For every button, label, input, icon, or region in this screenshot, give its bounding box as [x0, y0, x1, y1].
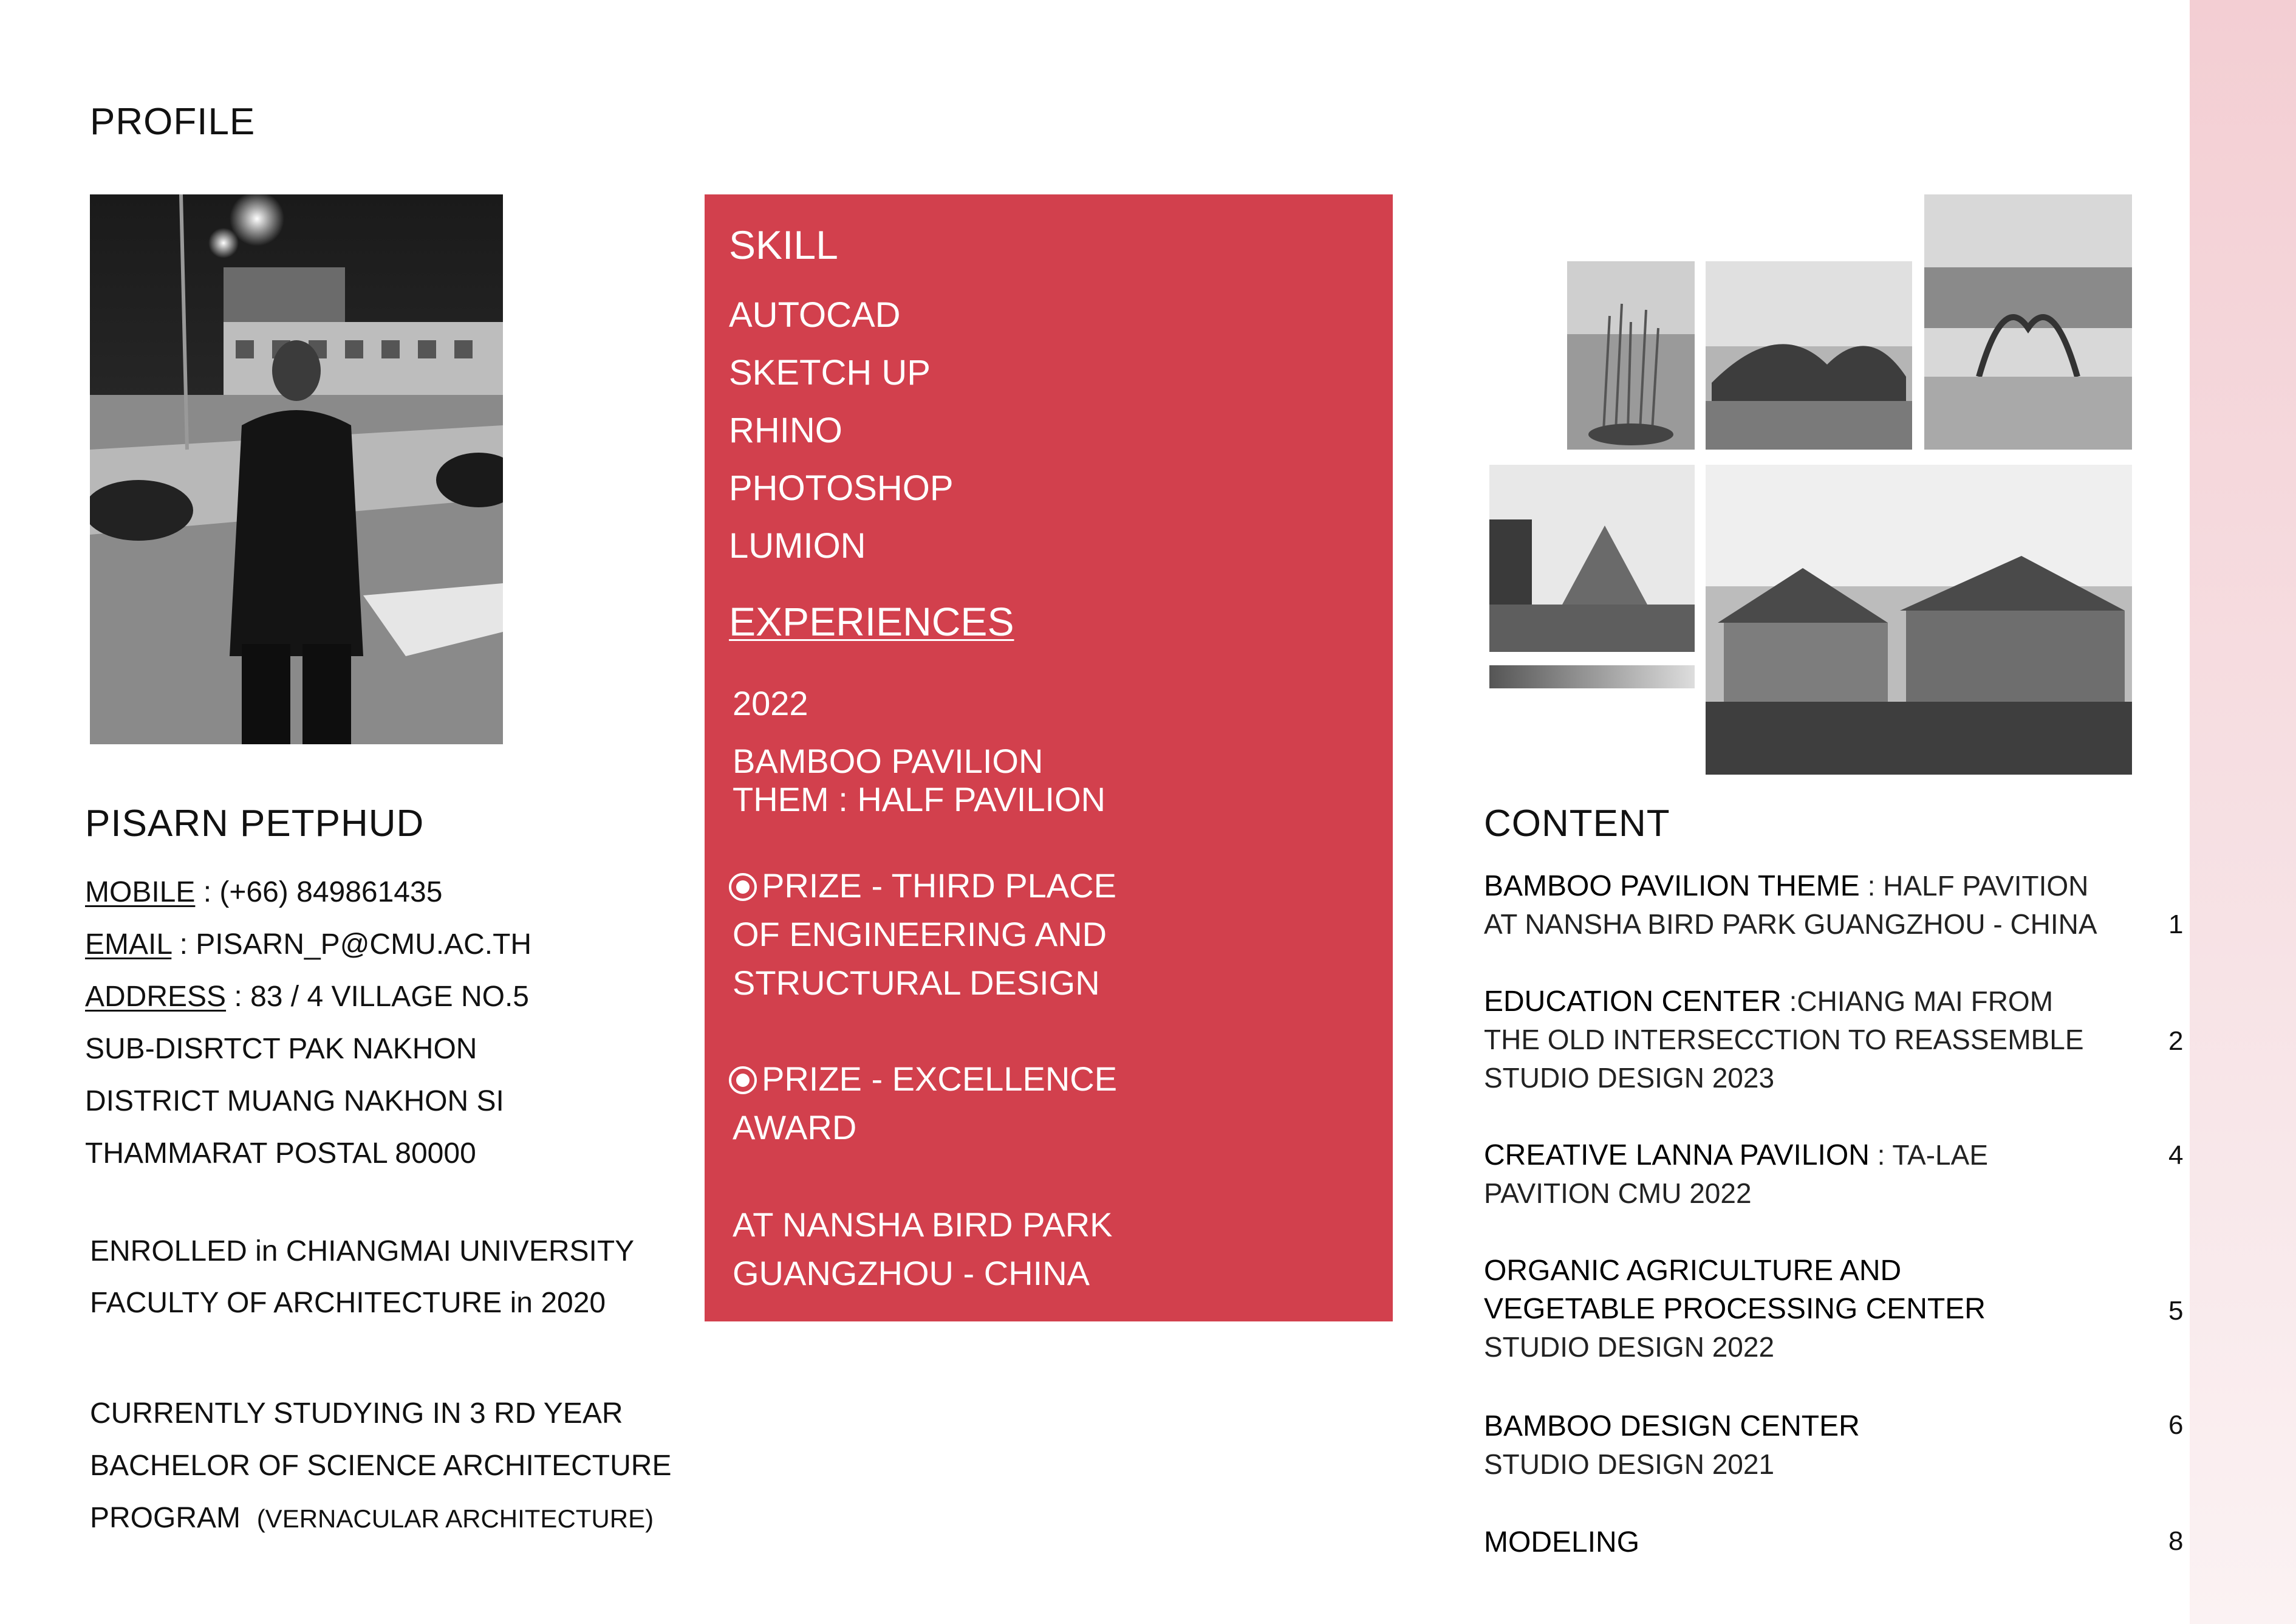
- mobile-value: : (+66) 849861435: [195, 876, 443, 908]
- profile-photo: [90, 194, 503, 744]
- collage-photo-strip: [1489, 665, 1695, 688]
- experience-year: 2022: [733, 684, 808, 722]
- entry-title-main: CREATIVE LANNA PAVILION: [1484, 1139, 1870, 1171]
- decorative-side-strip: [2190, 0, 2296, 1624]
- collage-photo-arch-pavilion: [1924, 194, 2132, 450]
- program-line: [90, 1504, 654, 1533]
- entry-title-main: ORGANIC AGRICULTURE AND: [1484, 1255, 1902, 1287]
- email-value: : PISARN_P@CMU.AC.TH: [171, 928, 532, 961]
- content-entry-page: 4: [2168, 1140, 2184, 1170]
- skill-item: RHINO: [729, 411, 842, 450]
- location-line: GUANGZHOU - CHINA: [733, 1254, 1090, 1292]
- experience-project-line: THEM : HALF PAVILION: [733, 780, 1106, 818]
- email-label: EMAIL: [85, 928, 172, 961]
- entry-title-rest: :CHIANG MAI FROM: [1781, 985, 2054, 1017]
- skills-experience-panel: [705, 194, 1393, 1321]
- experiences-heading: EXPERIENCES: [729, 599, 1014, 644]
- skill-item: SKETCH UP: [729, 353, 931, 392]
- entry-title-rest: : HALF PAVITION: [1859, 870, 2089, 902]
- prize-line: STRUCTURAL DESIGN: [733, 964, 1100, 1002]
- studying-line-1: CURRENTLY STUDYING IN 3 RD YEAR: [90, 1397, 623, 1430]
- program-note: (VERNACULAR ARCHITECTURE): [256, 1504, 654, 1533]
- content-entry-line: AT NANSHA BIRD PARK GUANGZHOU - CHINA: [1484, 908, 2097, 940]
- radio-selected-icon: [729, 1066, 757, 1094]
- address-label: ADDRESS: [85, 981, 227, 1013]
- content-entry-page: 8: [2168, 1526, 2184, 1556]
- content-entry-title[interactable]: [1484, 1412, 1860, 1441]
- collage-photo-plaza-pavilion: [1489, 465, 1695, 652]
- mobile-line: [85, 878, 442, 907]
- prize-text: PRIZE - EXCELLENCE: [762, 1060, 1118, 1098]
- entry-title-main: EDUCATION CENTER: [1484, 985, 1782, 1018]
- prize-text: PRIZE - THIRD PLACE: [762, 866, 1116, 905]
- address-line-3: DISTRICT MUANG NAKHON SI: [85, 1085, 504, 1117]
- address-line: [85, 982, 529, 1012]
- content-entry-title[interactable]: [1484, 872, 2088, 901]
- skill-item: PHOTOSHOP: [729, 468, 954, 508]
- content-entry-title[interactable]: [1484, 1256, 1901, 1286]
- content-entry-title[interactable]: [1484, 987, 2053, 1016]
- skill-heading: SKILL: [729, 222, 838, 267]
- address-line-4: THAMMARAT POSTAL 80000: [85, 1137, 476, 1170]
- entry-title-rest: : TA-LAE: [1869, 1139, 1988, 1171]
- skill-item: AUTOCAD: [729, 295, 901, 335]
- content-entry-title[interactable]: [1484, 1528, 1639, 1557]
- content-entry-line: THE OLD INTERSECCTION TO REASSEMBLE: [1484, 1024, 2084, 1055]
- prize-line: [729, 1062, 1117, 1096]
- collage-photo-education-center: [1706, 465, 2132, 775]
- enrolled-line-2: FACULTY OF ARCHITECTURE in 2020: [90, 1287, 606, 1319]
- address-value: : 83 / 4 VILLAGE NO.5: [226, 981, 529, 1013]
- radio-selected-icon: [729, 873, 757, 901]
- prize-line: AWARD: [733, 1108, 857, 1146]
- experience-project-line: BAMBOO PAVILION: [733, 742, 1044, 780]
- content-heading: CONTENT: [1484, 803, 1670, 845]
- entry-title-main: MODELING: [1484, 1526, 1640, 1558]
- content-entry-line: STUDIO DESIGN 2022: [1484, 1331, 1775, 1363]
- content-entry-page: 5: [2168, 1296, 2184, 1326]
- entry-title-main: BAMBOO DESIGN CENTER: [1484, 1410, 1860, 1442]
- content-entry-page: 2: [2168, 1026, 2184, 1056]
- content-entry-line: VEGETABLE PROCESSING CENTER: [1484, 1293, 1986, 1325]
- profile-name: PISARN PETPHUD: [85, 803, 425, 845]
- program-main: PROGRAM: [90, 1502, 241, 1534]
- content-entry-line: STUDIO DESIGN 2021: [1484, 1448, 1775, 1480]
- content-entry-page: 6: [2168, 1410, 2184, 1440]
- page-title: PROFILE: [90, 101, 256, 143]
- studying-line-2: BACHELOR OF SCIENCE ARCHITECTURE: [90, 1450, 672, 1482]
- address-line-2: SUB-DISRTCT PAK NAKHON: [85, 1033, 477, 1065]
- content-entry-page: 1: [2168, 910, 2184, 939]
- content-entry-line: PAVITION CMU 2022: [1484, 1177, 1752, 1209]
- collage-photo-pavilion-render: [1706, 261, 1912, 450]
- mobile-label: MOBILE: [85, 876, 196, 908]
- entry-title-main: BAMBOO PAVILION THEME: [1484, 870, 1860, 902]
- location-line: AT NANSHA BIRD PARK: [733, 1205, 1113, 1244]
- prize-line: OF ENGINEERING AND: [733, 915, 1107, 953]
- content-entry-title[interactable]: [1484, 1141, 1988, 1170]
- skill-item: LUMION: [729, 526, 866, 566]
- enrolled-line-1: ENROLLED in CHIANGMAI UNIVERSITY: [90, 1235, 635, 1267]
- content-entry-line: STUDIO DESIGN 2023: [1484, 1062, 1775, 1094]
- email-line: [85, 930, 531, 959]
- prize-line: [729, 866, 1116, 905]
- collage-photo-bamboo-sculpture: [1567, 261, 1695, 450]
